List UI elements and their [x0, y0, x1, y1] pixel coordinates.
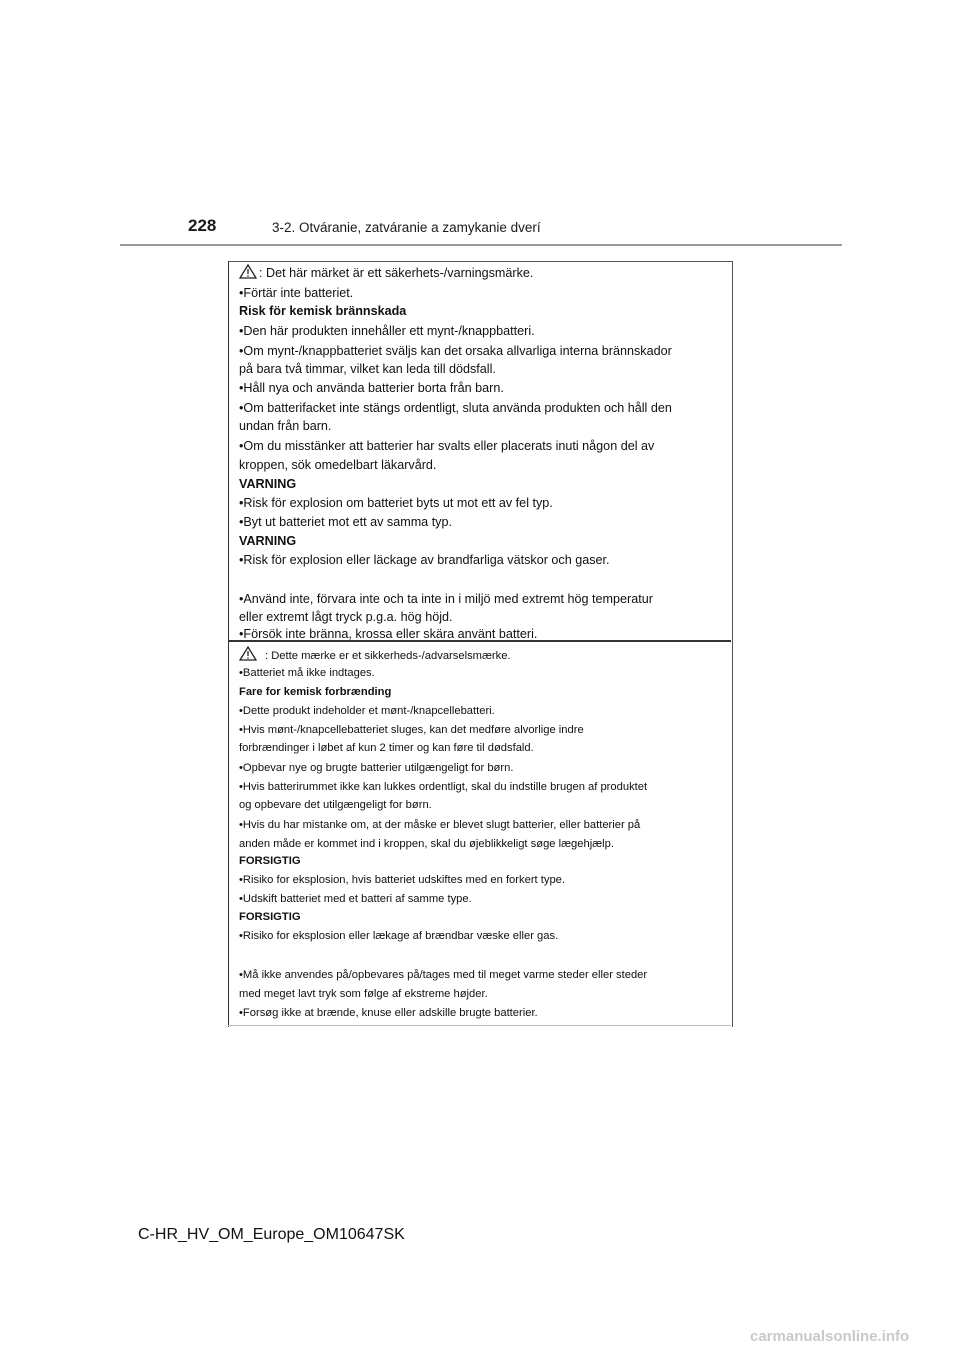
text-line: •Batteriet må ikke indtages.	[239, 667, 375, 679]
text-heading: VARNING	[239, 477, 297, 491]
text-line: •Hvis du har mistanke om, at der måske er blevet slugt batterier, eller batterier på	[239, 819, 641, 831]
text-line: •Förtär inte batteriet.	[239, 286, 354, 300]
text-line: •Risiko for eksplosion eller lækage af brændbar væske eller gas.	[239, 930, 559, 942]
text-line: •Håll nya och använda batterier borta från barn.	[239, 381, 504, 395]
text-heading: FORSIGTIG	[239, 911, 301, 923]
text-line: •Opbevar nye og brugte batterier utilgængeligt for børn.	[239, 762, 514, 774]
box-bottom-edge	[228, 1025, 731, 1026]
section-title: 3-2. Otváranie, zatváranie a zamykanie dverí	[272, 220, 541, 235]
text-heading: VARNING	[239, 534, 297, 548]
text-line: •Risk för explosion om batteriet byts ut mot ett av fel typ.	[239, 496, 553, 510]
text-line: på bara två timmar, vilket kan leda till dödsfall.	[239, 362, 496, 376]
text-line: •Om batterifacket inte stängs ordentligt, sluta använda produkten och håll den	[239, 401, 672, 415]
text-heading: Risk för kemisk brännskada	[239, 304, 407, 318]
text-line: forbrændinger i løbet af kun 2 timer og kan føre til dødsfald.	[239, 742, 534, 754]
text-line: •Försök inte bränna, krossa eller skära använt batteri.	[239, 627, 538, 641]
text-heading: FORSIGTIG	[239, 855, 301, 867]
document-code: C-HR_HV_OM_Europe_OM10647SK	[138, 1226, 405, 1243]
text-line: •Hvis mønt-/knapcellebatteriet sluges, kan det medføre alvorlige indre	[239, 724, 584, 736]
text-line: undan från barn.	[239, 419, 332, 433]
page-number: 228	[188, 216, 217, 235]
header-rule	[120, 244, 842, 246]
warning-symbol-line-sv: : Det här märket är ett säkerhets-/varningsmärke.	[239, 264, 533, 280]
text-line: •Risiko for eksplosion, hvis batteriet udskiftes med en forkert type.	[239, 874, 566, 886]
watermark: carmanualsonline.info	[750, 1328, 910, 1345]
text-line: eller extremt lågt tryck p.g.a. hög höjd.	[239, 610, 453, 624]
text-line: •Byt ut batteriet mot ett av samma typ.	[239, 515, 452, 529]
text-line: •Om du misstänker att batterier har svalts eller placerats inuti någon del av	[239, 439, 655, 453]
text-line: og opbevare det utilgængeligt for børn.	[239, 799, 432, 811]
warning-triangle-icon	[239, 646, 257, 661]
text-line: anden måde er kommet ind i kroppen, skal du øjeblikkeligt søge lægehjælp.	[239, 838, 614, 850]
text-line: •Risk för explosion eller läckage av brandfarliga vätskor och gaser.	[239, 553, 610, 567]
text-line: •Hvis batterirummet ikke kan lukkes ordentligt, skal du indstille brugen af produktet	[239, 781, 648, 793]
text-line: •Dette produkt indeholder et mønt-/knapcellebatteri.	[239, 705, 495, 717]
text-line: •Forsøg ikke at brænde, knuse eller adskille brugte batterier.	[239, 1007, 538, 1019]
text-line: med meget lavt tryk som følge af ekstreme højder.	[239, 988, 488, 1000]
page-header	[0, 0, 960, 250]
text-line: •Udskift batteriet med et batteri af samme type.	[239, 893, 472, 905]
text-line: •Må ikke anvendes på/opbevares på/tages med til meget varme steder eller steder	[239, 969, 648, 981]
text-line: kroppen, sök omedelbart läkarvård.	[239, 458, 437, 472]
text-line: •Den här produkten innehåller ett mynt-/knappbatteri.	[239, 324, 535, 338]
text-line: •Om mynt-/knappbatteriet sväljs kan det orsaka allvarliga interna brännskador	[239, 344, 672, 358]
warning-triangle-icon	[239, 264, 257, 279]
warning-symbol-line-dk: : Dette mærke er et sikkerheds-/advarselsmærke.	[239, 646, 511, 662]
text-heading: Fare for kemisk forbrænding	[239, 686, 392, 698]
text-line: •Använd inte, förvara inte och ta inte in i miljö med extremt hög temperatur	[239, 592, 653, 606]
